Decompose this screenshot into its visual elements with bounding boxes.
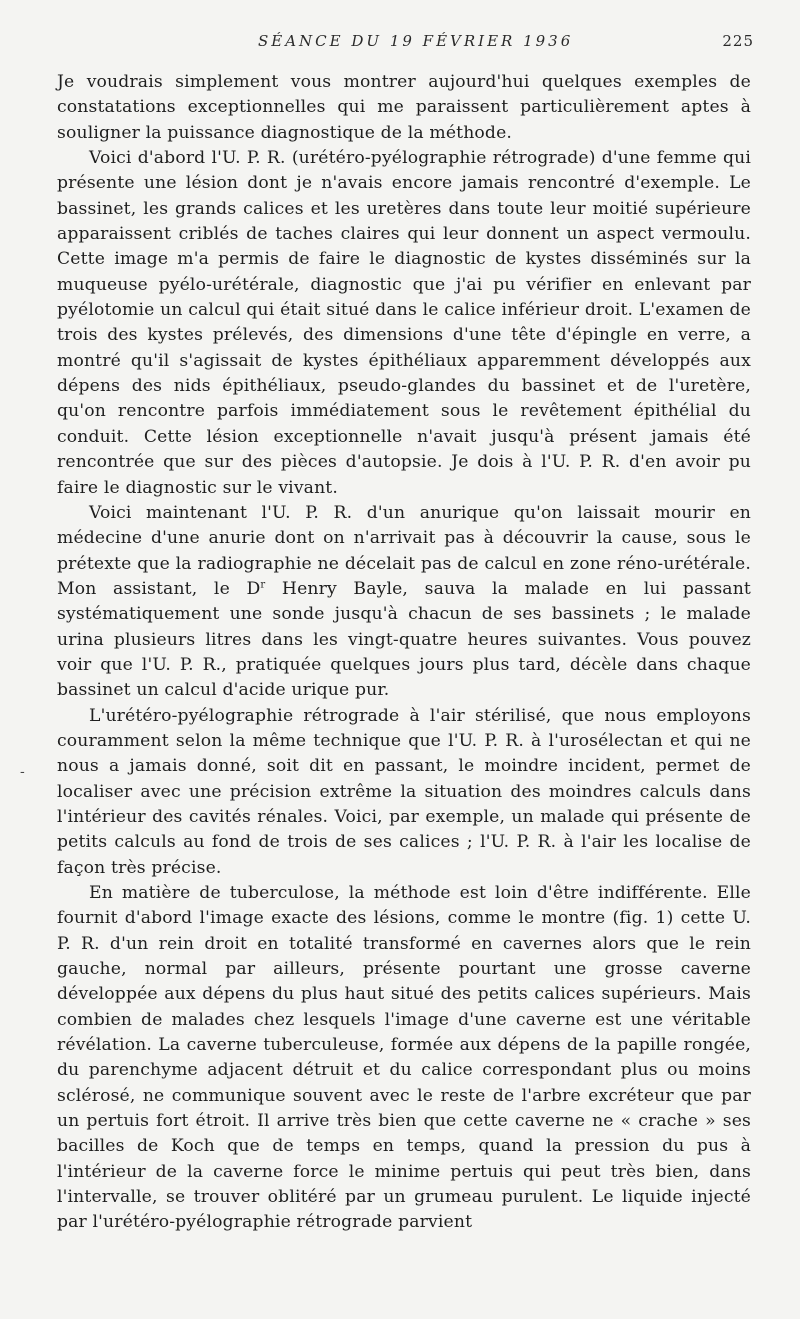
paragraph-anurique-part2: Henry Bayle, sauva la malade en lui passant systématiquement une sonde jusqu'à chacun de ses bassinets ; le malade urina plusieurs litres dans les vingt-quatre heures suivantes. Vous pouvez voir que l'U. P. R., pratiquée quelques jours plus tard, décèle dans chaque bassinet un calcul d'acide urique pur. (57, 578, 751, 701)
paragraph-air-sterilise: L'urétéro-pyélographie rétrograde à l'air stérilisé, que nous employons couramment selon la même technique que l'U. P. R. à l'urosélectan et qui ne nous a jamais donné, soit dit en passant, le moindre incident, permet de localiser avec une précision extrême la situation des moindres calculs dans l'intérieur des cavités rénales. Voici, par exemple, un malade qui présente de petits calculs au fond de trois de ses calices ; l'U. P. R. à l'air les localise de façon très précise. (57, 705, 751, 878)
running-title: SÉANCE DU 19 FÉVRIER 1936 (258, 32, 574, 50)
body-text (57, 70, 751, 1236)
paragraph-tuberculose: En matière de tuberculose, la méthode est loin d'être indifférente. Elle fournit d'abord l'image exacte des lésions, comme le montre (fig. 1) cette U. P. R. d'un rein droit en totalité transformé en cavernes alors que le rein gauche, normal par ailleurs, présente pourtant une grosse caverne développée aux dépens du plus haut situé des petits calices supérieurs. Mais combien de malades chez lesquels l'image d'une caverne est une véritable révélation. La caverne tuberculeuse, formée aux dépens de la papille rongée, du parenchyme adjacent détruit et du calice correspondant plus ou moins sclérosé, ne communique souvent avec le reste de l'arbre excréteur que par un pertuis fort étroit. Il arrive très bien que cette caverne ne « crache » ses bacilles de Koch que de temps en temps, quand la pression du pus à l'intérieur de la caverne force le minime pertuis qui peut très bien, dans l'intervalle, se trouver oblitéré par un grumeau purulent. Le liquide injecté par l'urétéro-pyélographie rétrograde parvient (57, 883, 751, 1233)
margin-mark: - (20, 764, 25, 780)
paragraph-kystes: Voici d'abord l'U. P. R. (urétéro-pyélographie rétrograde) d'une femme qui présente une lésion dont je n'avais encore jamais rencontré d'exemple. Le bassinet, les grands calices et les uretères dans toute leur moitié supérieure apparaissent criblés de taches claires qui leur donnent un aspect vermoulu. Cette image m'a permis de faire le diagnostic de kystes disséminés sur la muqueuse pyélo-urétérale, diagnostic que j'ai pu vérifier en enlevant par pyélotomie un calcul qui était situé dans le calice inférieur droit. L'examen de trois des kystes prélevés, des dimensions d'une tête d'épingle en verre, a montré qu'il s'agissait de kystes épithéliaux apparemment développés aux dépens des nids épithéliaux, pseudo-glandes du bassinet et de l'uretère, qu'on rencontre parfois immédiatement sous le revêtement épithélial du conduit. Cette lésion exceptionnelle n'avait jusqu'à présent jamais été rencontrée que sur des pièces d'autopsie. Je dois à l'U. P. R. d'en avoir pu faire le diagnostic sur le vivant. (57, 148, 751, 498)
page-number: 225 (722, 32, 754, 50)
paragraph-anurique-part1: Voici maintenant l'U. P. R. d'un anurique qu'on laissait mourir en médecine d'une anurie dont on n'arrivait pas à découvrir la cause, sous le prétexte que la radiographie ne décelait pas de calcul en zone réno-urétérale. Mon assistant, le D (57, 502, 751, 599)
doctor-abbrev-sup: r (260, 579, 266, 591)
paragraph-intro: Je voudrais simplement vous montrer aujourd'hui quelques exemples de constatations exceptionnelles qui me paraissent particulièrement aptes à souligner la puissance diagnostique de la méthode. (57, 72, 751, 143)
paragraph-anurique (57, 501, 751, 704)
